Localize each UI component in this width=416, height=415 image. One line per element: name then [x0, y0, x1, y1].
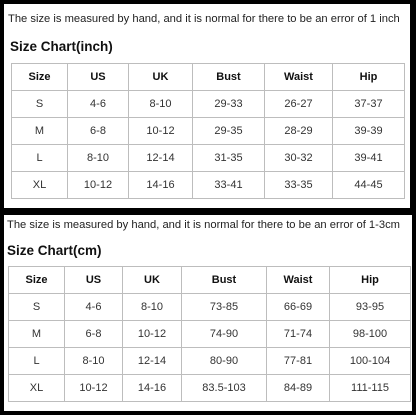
table-cell: L [9, 348, 65, 375]
table-cell: 98-100 [330, 321, 411, 348]
table-cell: 10-12 [129, 118, 193, 145]
header-cell: Hip [333, 64, 405, 91]
table-cell: 29-35 [193, 118, 265, 145]
table-cell: 14-16 [123, 375, 182, 402]
header-cell: US [68, 64, 129, 91]
table-cell: 39-41 [333, 145, 405, 172]
table-cell: 12-14 [129, 145, 193, 172]
table-cell: S [9, 294, 65, 321]
table-cell: 39-39 [333, 118, 405, 145]
table-cell: 6-8 [68, 118, 129, 145]
header-cell: Bust [182, 267, 267, 294]
table-cell: 71-74 [267, 321, 330, 348]
table-cell: XL [12, 172, 68, 199]
table-cell: 93-95 [330, 294, 411, 321]
table-cell: 66-69 [267, 294, 330, 321]
table-header-row [9, 267, 411, 294]
table-cell: XL [9, 375, 65, 402]
header-cell: UK [129, 64, 193, 91]
table-cell: 8-10 [65, 348, 123, 375]
table-row [12, 145, 405, 172]
table-row [12, 91, 405, 118]
table-cell: 73-85 [182, 294, 267, 321]
table-row [9, 294, 411, 321]
table-cell: 33-41 [193, 172, 265, 199]
table-cell: 29-33 [193, 91, 265, 118]
table-cell: 10-12 [65, 375, 123, 402]
header-cell: Size [9, 267, 65, 294]
measurement-note: The size is measured by hand, and it is normal for there to be an error of 1 inch [8, 13, 400, 25]
table-cell: 26-27 [265, 91, 333, 118]
table-cell: M [9, 321, 65, 348]
header-cell: US [65, 267, 123, 294]
table-cell: 37-37 [333, 91, 405, 118]
table-cell: 8-10 [123, 294, 182, 321]
table-cell: 44-45 [333, 172, 405, 199]
table-cell: 6-8 [65, 321, 123, 348]
size-table-cm [8, 266, 411, 402]
measurement-note: The size is measured by hand, and it is normal for there to be an error of 1-3cm [7, 219, 400, 231]
table-cell: 28-29 [265, 118, 333, 145]
table-cell: 14-16 [129, 172, 193, 199]
table-cell: 4-6 [65, 294, 123, 321]
table-cell: S [12, 91, 68, 118]
size-chart-inch-panel [4, 4, 410, 208]
table-row [9, 321, 411, 348]
table-cell: 8-10 [68, 145, 129, 172]
table-cell: 100-104 [330, 348, 411, 375]
table-row [12, 172, 405, 199]
size-chart-cm-panel [4, 215, 412, 411]
table-cell: 30-32 [265, 145, 333, 172]
header-cell: Bust [193, 64, 265, 91]
table-row [12, 118, 405, 145]
table-cell: 74-90 [182, 321, 267, 348]
table-cell: 80-90 [182, 348, 267, 375]
table-cell: 33-35 [265, 172, 333, 199]
table-cell: 4-6 [68, 91, 129, 118]
table-cell: 10-12 [123, 321, 182, 348]
table-cell: 31-35 [193, 145, 265, 172]
table-cell: 111-115 [330, 375, 411, 402]
table-cell: 84-89 [267, 375, 330, 402]
table-cell: L [12, 145, 68, 172]
header-cell: Waist [265, 64, 333, 91]
size-table-inch [11, 63, 405, 199]
header-cell: Hip [330, 267, 411, 294]
chart-title: Size Chart(cm) [7, 243, 102, 258]
header-cell: UK [123, 267, 182, 294]
header-cell: Size [12, 64, 68, 91]
header-cell: Waist [267, 267, 330, 294]
chart-title: Size Chart(inch) [10, 39, 113, 54]
table-row [9, 375, 411, 402]
table-cell: 83.5-103 [182, 375, 267, 402]
table-cell: 8-10 [129, 91, 193, 118]
table-cell: M [12, 118, 68, 145]
table-cell: 10-12 [68, 172, 129, 199]
table-header-row [12, 64, 405, 91]
table-cell: 77-81 [267, 348, 330, 375]
table-cell: 12-14 [123, 348, 182, 375]
table-row [9, 348, 411, 375]
